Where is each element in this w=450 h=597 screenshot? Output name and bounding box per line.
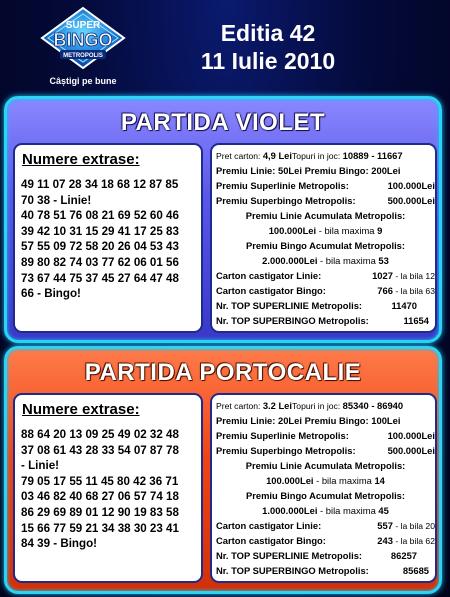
numbers-box	[13, 143, 203, 333]
pret-row: Pret carton: 4,9 LeiTopuri in joc: 10889 - 11667	[216, 150, 403, 161]
superlinie-row: Premiu Superlinie Metropolis: 100.000Lei	[216, 180, 435, 191]
numbers-title: Numere extrase:	[22, 151, 140, 168]
pret-row: Pret carton: 3.2 LeiTopuri in joc: 85340 - 86940	[216, 400, 404, 411]
tagline: Câștigi pe bune	[49, 76, 117, 86]
superlinie-row: Premiu Superlinie Metropolis: 100.000Lei	[216, 430, 435, 441]
prize-info-box	[210, 393, 437, 583]
bingo-acumulat-label: Premiu Bingo Acumulat Metropolis:	[245, 240, 406, 251]
prize-info-box	[210, 143, 437, 333]
superbingo-row: Premiu Superbingo Metropolis: 500.000Lei	[216, 195, 435, 206]
linie-acumulata-label: Premiu Linie Acumulata Metropolis:	[245, 210, 406, 221]
linie-acumulata-value: 100.000Lei - bila maxima 14	[266, 475, 385, 486]
bingo-acumulat-label: Premiu Bingo Acumulat Metropolis:	[245, 490, 406, 501]
panel-title: PARTIDA PORTOCALIE	[84, 359, 362, 386]
logo-metropolis-text: METROPOLIS	[63, 53, 103, 59]
super-bingo-metropolis-logo	[40, 6, 126, 70]
carton-linie-row: Carton castigator Linie: 557 - la bila 20	[216, 520, 435, 531]
edition-title: Editia 42	[220, 20, 316, 46]
drawn-numbers: 88 64 20 13 09 25 49 02 32 48 37 08 61 43 28 33 54 07 87 78 - Linie! 79 05 17 55 11 45 80 42 36 71 03 46 82 40 68 27 06 57 74 18 86 29 69 89 01 12 90 19 83 58 15 66 77 59 21 34 38 30 23 41 84 39 - Bingo!	[21, 428, 179, 551]
drawn-numbers: 49 11 07 28 34 18 68 12 87 85 70 38 - Linie! 40 78 51 76 08 21 69 52 60 46 39 42 10 31 15 29 41 17 25 83 57 55 09 72 58 20 26 04 53 43 89 80 82 74 03 77 62 06 01 56 73 67 44 75 37 45 27 64 47 48 66 - Bingo!	[21, 178, 179, 301]
bingo-acumulat-value: 1.000.000Lei - bila maxima 45	[262, 505, 389, 516]
numbers-box	[13, 393, 203, 583]
carton-bingo-row: Carton castigator Bingo: 243 - la bila 62	[216, 535, 435, 546]
top-superbingo-row: Nr. TOP SUPERBINGO Metropolis: 11654	[216, 315, 429, 326]
premiu-row: Premiu Linie: 50Lei Premiu Bingo: 200Lei	[216, 165, 401, 176]
header	[0, 0, 450, 92]
linie-acumulata-label: Premiu Linie Acumulata Metropolis:	[245, 460, 406, 471]
edition-date: 11 Iulie 2010	[200, 48, 336, 74]
top-superbingo-row: Nr. TOP SUPERBINGO Metropolis: 85685	[216, 565, 429, 576]
top-superlinie-row: Nr. TOP SUPERLINIE Metropolis: 86257	[216, 550, 417, 561]
panel-title: PARTIDA VIOLET	[120, 109, 326, 136]
premiu-row: Premiu Linie: 20Lei Premiu Bingo: 100Lei	[216, 415, 401, 426]
logo-bingo-text: BINGO	[53, 30, 113, 50]
carton-bingo-row: Carton castigator Bingo: 766 - la bila 63	[216, 285, 435, 296]
carton-linie-row: Carton castigator Linie: 1027 - la bila 12	[216, 270, 435, 281]
logo-super-text: SUPER	[65, 20, 101, 31]
top-superlinie-row: Nr. TOP SUPERLINIE Metropolis: 11470	[216, 300, 417, 311]
bingo-acumulat-value: 2.000.000Lei - bila maxima 53	[262, 255, 389, 266]
superbingo-row: Premiu Superbingo Metropolis: 500.000Lei	[216, 445, 435, 456]
logo-graphic	[40, 6, 126, 70]
partida-violet-panel	[4, 96, 442, 343]
partida-portocalie-panel	[4, 346, 442, 594]
numbers-title: Numere extrase:	[22, 401, 140, 418]
linie-acumulata-value: 100.000Lei - bila maxima 9	[268, 225, 383, 236]
